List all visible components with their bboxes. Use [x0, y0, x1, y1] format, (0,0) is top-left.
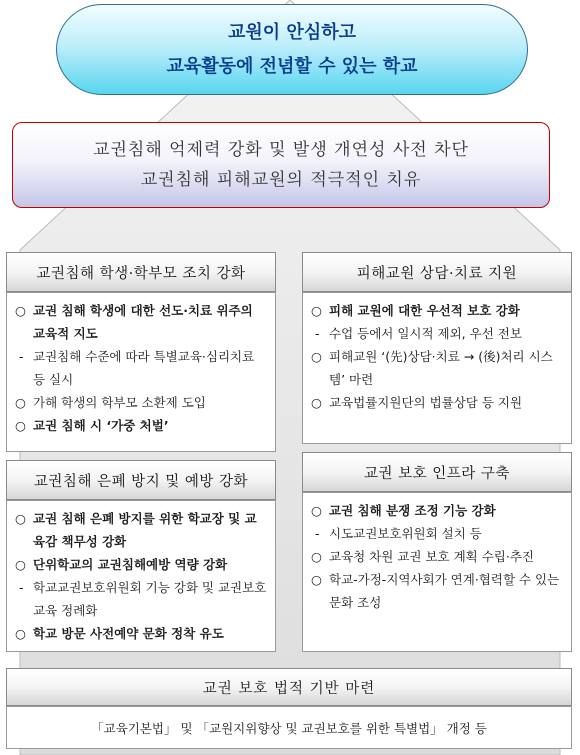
strategy-line-2: 교권침해 피해교원의 적극적인 치유 [140, 170, 422, 190]
list-item [311, 545, 563, 568]
list-item-text: 가해 학생의 학부모 소환제 도입 [33, 395, 206, 410]
panel-body-protection-infrastructure [302, 492, 572, 652]
sub-item [311, 522, 563, 545]
bullet-marker: ○ [311, 572, 322, 587]
list-item-text: 교권 침해 시 ‘가중 처벌’ [33, 418, 169, 433]
law-body [6, 706, 572, 749]
panel-title-text: 피해교원 상담·치료 지원 [356, 265, 518, 282]
bullet-marker: ○ [311, 549, 322, 564]
law-title-bar [6, 668, 572, 706]
list-item-text: 단위학교의 교권침해예방 역량 강화 [33, 557, 228, 572]
goal-line-1: 교원이 안심하고 [228, 21, 356, 43]
panel-body-victim-counseling [302, 292, 572, 444]
bullet-marker: ○ [15, 626, 26, 641]
list-item-text: 학교 방문 사전예약 문화 정착 유도 [33, 626, 224, 641]
law-body-text: 「교육기본법」 및 「교원지위향상 및 교권보호를 위한 특별법」 개정 등 [91, 720, 487, 736]
panel-title-text: 교권침해 학생·학부모 조치 강화 [36, 265, 246, 282]
bullet-marker: ○ [15, 303, 26, 318]
bullet-marker: ○ [15, 395, 26, 410]
list-item [15, 299, 267, 345]
list-item [15, 391, 267, 414]
dash-marker: - [315, 326, 320, 341]
panel-title-concealment-prevention [6, 460, 276, 500]
dash-marker: - [19, 349, 24, 364]
list-item-text: 피해 교원에 대한 우선적 보호 강화 [329, 303, 520, 318]
list-item [15, 414, 267, 437]
panel-title-text: 교권침해 은폐 방지 및 예방 강화 [33, 473, 249, 490]
list-item [15, 507, 267, 553]
bullet-marker: ○ [15, 557, 26, 572]
sub-item [311, 322, 563, 345]
list-item [311, 499, 563, 522]
list-item [15, 553, 267, 576]
law-title-text: 교권 보호 법적 기반 마련 [202, 680, 376, 697]
sub-item [15, 345, 267, 391]
bullet-marker: ○ [311, 303, 322, 318]
bullet-marker: ○ [311, 395, 322, 410]
list-item-text: 교권 침해 은폐 방지를 위한 학교장 및 교육감 책무성 강화 [33, 511, 257, 549]
list-item [15, 622, 267, 645]
dash-marker: - [315, 526, 320, 541]
sub-item-text: 학교교권보호위원회 기능 강화 및 교권보호 교육 정례화 [33, 580, 267, 618]
sub-item [15, 576, 267, 622]
panel-title-protection-infrastructure [302, 452, 572, 492]
list-item [311, 299, 563, 322]
list-item-text: 피해교원 ‘(先)상담·치료 → (後)처리 시스템’ 마련 [329, 349, 553, 387]
list-item [311, 345, 563, 391]
list-item [311, 568, 563, 614]
sub-item-text: 시도교권보호위원회 설치 등 [329, 526, 482, 541]
panel-title-student-parent-measures [6, 252, 276, 292]
bullet-marker: ○ [15, 418, 26, 433]
bullet-marker: ○ [15, 511, 26, 526]
panel-title-victim-counseling [302, 252, 572, 292]
sub-item-text: 교권침해 수준에 따라 특별교육·심리치료 등 실시 [33, 349, 255, 387]
bullet-marker: ○ [311, 503, 322, 518]
list-item-text: 학교-가정-지역사회가 연계·협력할 수 있는 문화 조성 [329, 572, 560, 610]
bullet-marker: ○ [311, 349, 322, 364]
panel-title-text: 교권 보호 인프라 구축 [364, 465, 510, 482]
panel-body-concealment-prevention [6, 500, 276, 652]
goal-banner [56, 4, 528, 95]
goal-line-2: 교육활동에 전념할 수 있는 학교 [166, 55, 418, 77]
list-item-text: 교육청 차원 교권 보호 계획 수립·추진 [329, 549, 534, 564]
dash-marker: - [19, 580, 24, 595]
sub-item-text: 수업 등에서 일시적 제외, 우선 전보 [329, 326, 522, 341]
strategy-line-1: 교권침해 억제력 강화 및 발생 개연성 사전 차단 [93, 140, 469, 160]
list-item-text: 교권 침해 학생에 대한 선도·치료 위주의 교육적 지도 [33, 303, 253, 341]
panel-body-student-parent-measures [6, 292, 276, 452]
strategy-box [12, 122, 550, 208]
list-item-text: 교권 침해 분쟁 조정 기능 강화 [329, 503, 496, 518]
list-item [311, 391, 563, 414]
list-item-text: 교육법률지원단의 법률상담 등 지원 [329, 395, 523, 410]
